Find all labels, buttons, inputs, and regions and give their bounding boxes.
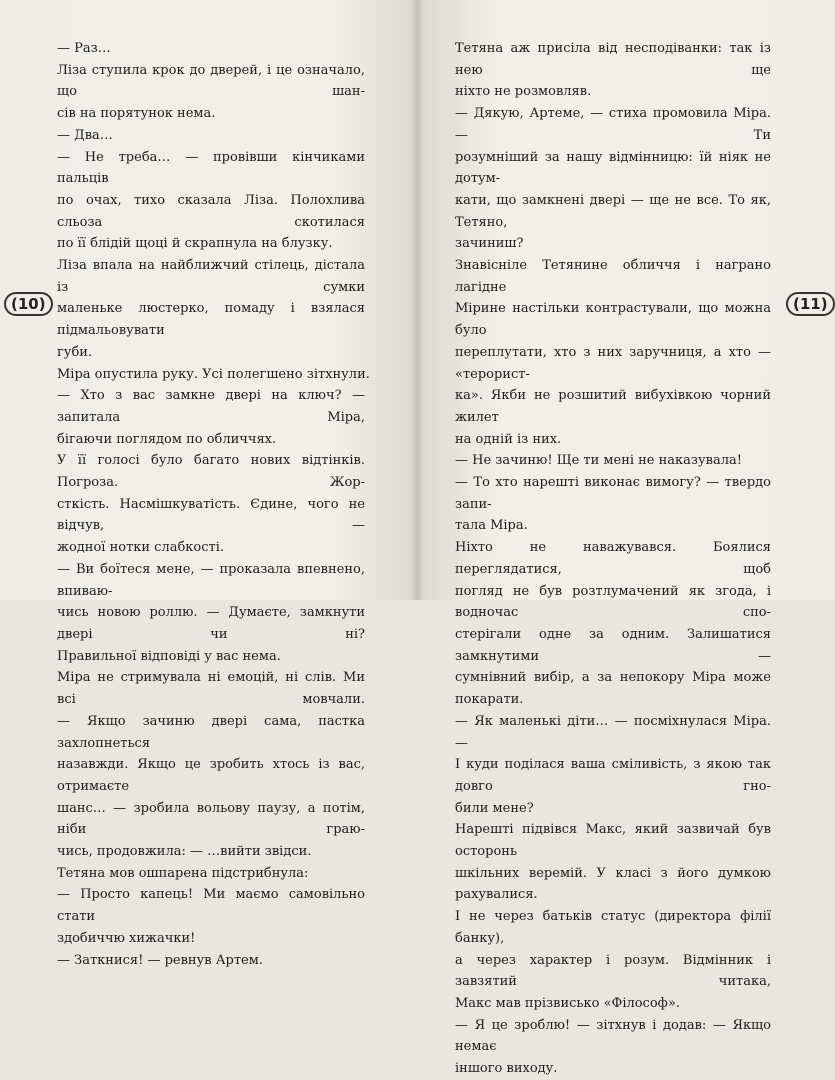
text-line: Міра не стримувала ні емоцій, ні слів. Ми всі мовчали. xyxy=(57,670,365,708)
text-line: шанс… — зробила вольову паузу, а потім, ніби граю- xyxy=(57,800,365,838)
text-line: Тетяна мов ошпарена підстрибнула: xyxy=(57,865,309,881)
text-line: назавжди. Якщо це зробить хтось із вас, отримаєте xyxy=(57,757,365,794)
text-line: Тетяна аж присіла від несподіванки: так із нею ще xyxy=(455,41,771,78)
text-line: І куди поділася ваша сміливість, з якою так довго гно- xyxy=(455,757,771,794)
text-line: тала Міра. xyxy=(455,518,528,534)
text-line: У її голосі було багато нових відтінків. Погроза. Жор- xyxy=(57,453,365,491)
text-line: стерігали одне за одним. Залишатися замкнутими — xyxy=(455,626,771,664)
text-line: жодної нотки слабкості. xyxy=(57,540,225,556)
text-line: по її блідій щоці й скрапнула на блузку. xyxy=(57,236,333,252)
text-line: — Хто з вас замкне двері на ключ? — запитала Міра, xyxy=(57,388,365,425)
text-line: ка». Якби не розшитий вибухівкою чорний жилет xyxy=(455,388,771,425)
text-line: Ліза ступила крок до дверей, і це означало, що шан- xyxy=(57,62,365,100)
text-line: — Не зачиню! Ще ти мені не наказувала! xyxy=(455,453,742,469)
text-line: — Якщо зачиню двері сама, пастка захлопнеться xyxy=(57,713,365,751)
text-line: здобиччю хижачки! xyxy=(57,930,196,946)
text-line: — Не треба… — провівши кінчиками пальців xyxy=(57,149,365,187)
text-line: іншого виходу. xyxy=(455,1061,558,1077)
book-gutter xyxy=(410,0,424,600)
right-page-text xyxy=(455,38,771,1080)
text-line: сумнівний вибір, а за непокору Міра може покарати. xyxy=(455,670,771,708)
text-line: шкільних веремій. У класі з його думкою рахувалися. xyxy=(455,865,771,903)
text-line: — То хто нарешті виконає вимогу? — твердо запи- xyxy=(455,475,771,512)
text-line: — Просто капець! Ми маємо самовільно стати xyxy=(57,887,365,925)
text-line: — Як маленькі діти… — посміхнулася Міра. — xyxy=(455,713,771,751)
left-page xyxy=(0,0,417,968)
right-page-number: (11) xyxy=(786,292,835,316)
right-page xyxy=(417,0,834,1077)
left-page-text xyxy=(57,38,370,971)
text-line: І не через батьків статус (директора філії банку), xyxy=(455,909,771,946)
text-line: — Заткнися! — ревнув Артем. xyxy=(57,952,263,968)
text-line: — Раз… xyxy=(57,41,111,56)
text-line: чись, продовжила: — …вийти звідси. xyxy=(57,844,312,860)
text-line: Правильної відповіді у вас нема. xyxy=(57,648,281,664)
text-line: а через характер і розум. Відмінник і завзятий читака, xyxy=(455,952,771,990)
text-line: по очах, тихо сказала Ліза. Полохлива сльоза скотилася xyxy=(57,192,365,230)
text-line: зачиниш? xyxy=(455,236,524,252)
text-line: кати, що замкнені двері — ще не все. То як, Тетяно, xyxy=(455,192,771,230)
text-line: сткість. Насмішкуватість. Єдине, чого не відчув, — xyxy=(57,496,365,534)
text-line: маленьке люстерко, помаду і взялася підмальовувати xyxy=(57,301,365,339)
text-line: Мірине настільки контрастували, що можна було xyxy=(455,301,771,339)
text-line: — Дякую, Артеме, — стиха промовила Міра. — Ти xyxy=(455,106,771,143)
text-line: Макс мав прізвисько «Філософ». xyxy=(455,995,680,1011)
text-line: чись новою роллю. — Думаєте, замкнути двері чи ні? xyxy=(57,605,365,642)
left-page-number: (10) xyxy=(4,292,53,316)
text-line: сів на порятунок нема. xyxy=(57,106,216,122)
text-line: — Я це зроблю! — зітхнув і додав: — Якщо немає xyxy=(455,1017,771,1055)
text-line: Нарешті підвівся Макс, який зазвичай був осторонь xyxy=(455,822,771,860)
text-line: Знавісніле Тетянине обличчя і награно лагідне xyxy=(455,258,771,295)
text-line: Міра опустила руку. Усі полегшено зітхнули. xyxy=(57,366,370,382)
text-line: ніхто не розмовляв. xyxy=(455,84,592,100)
text-line: погляд не був розтлумачений як згода, і водночас спо- xyxy=(455,583,771,621)
text-line: — Ви боїтеся мене, — проказала впевнено, впиваю- xyxy=(57,561,365,599)
text-line: губи. xyxy=(57,344,93,360)
text-line: Ліза впала на найближчий стілець, дістала із сумки xyxy=(57,258,365,295)
text-line: — Два… xyxy=(57,127,113,143)
text-line: били мене? xyxy=(455,800,534,816)
text-line: на одній із них. xyxy=(455,431,562,447)
text-line: Ніхто не наважувався. Боялися переглядатися, щоб xyxy=(455,540,771,577)
text-line: розумніший за нашу відмінницю: їй ніяк не дотум- xyxy=(455,149,771,187)
text-line: бігаючи поглядом по обличчях. xyxy=(57,431,277,447)
text-line: переплутати, хто з них заручниця, а хто — «терорист- xyxy=(455,344,771,382)
